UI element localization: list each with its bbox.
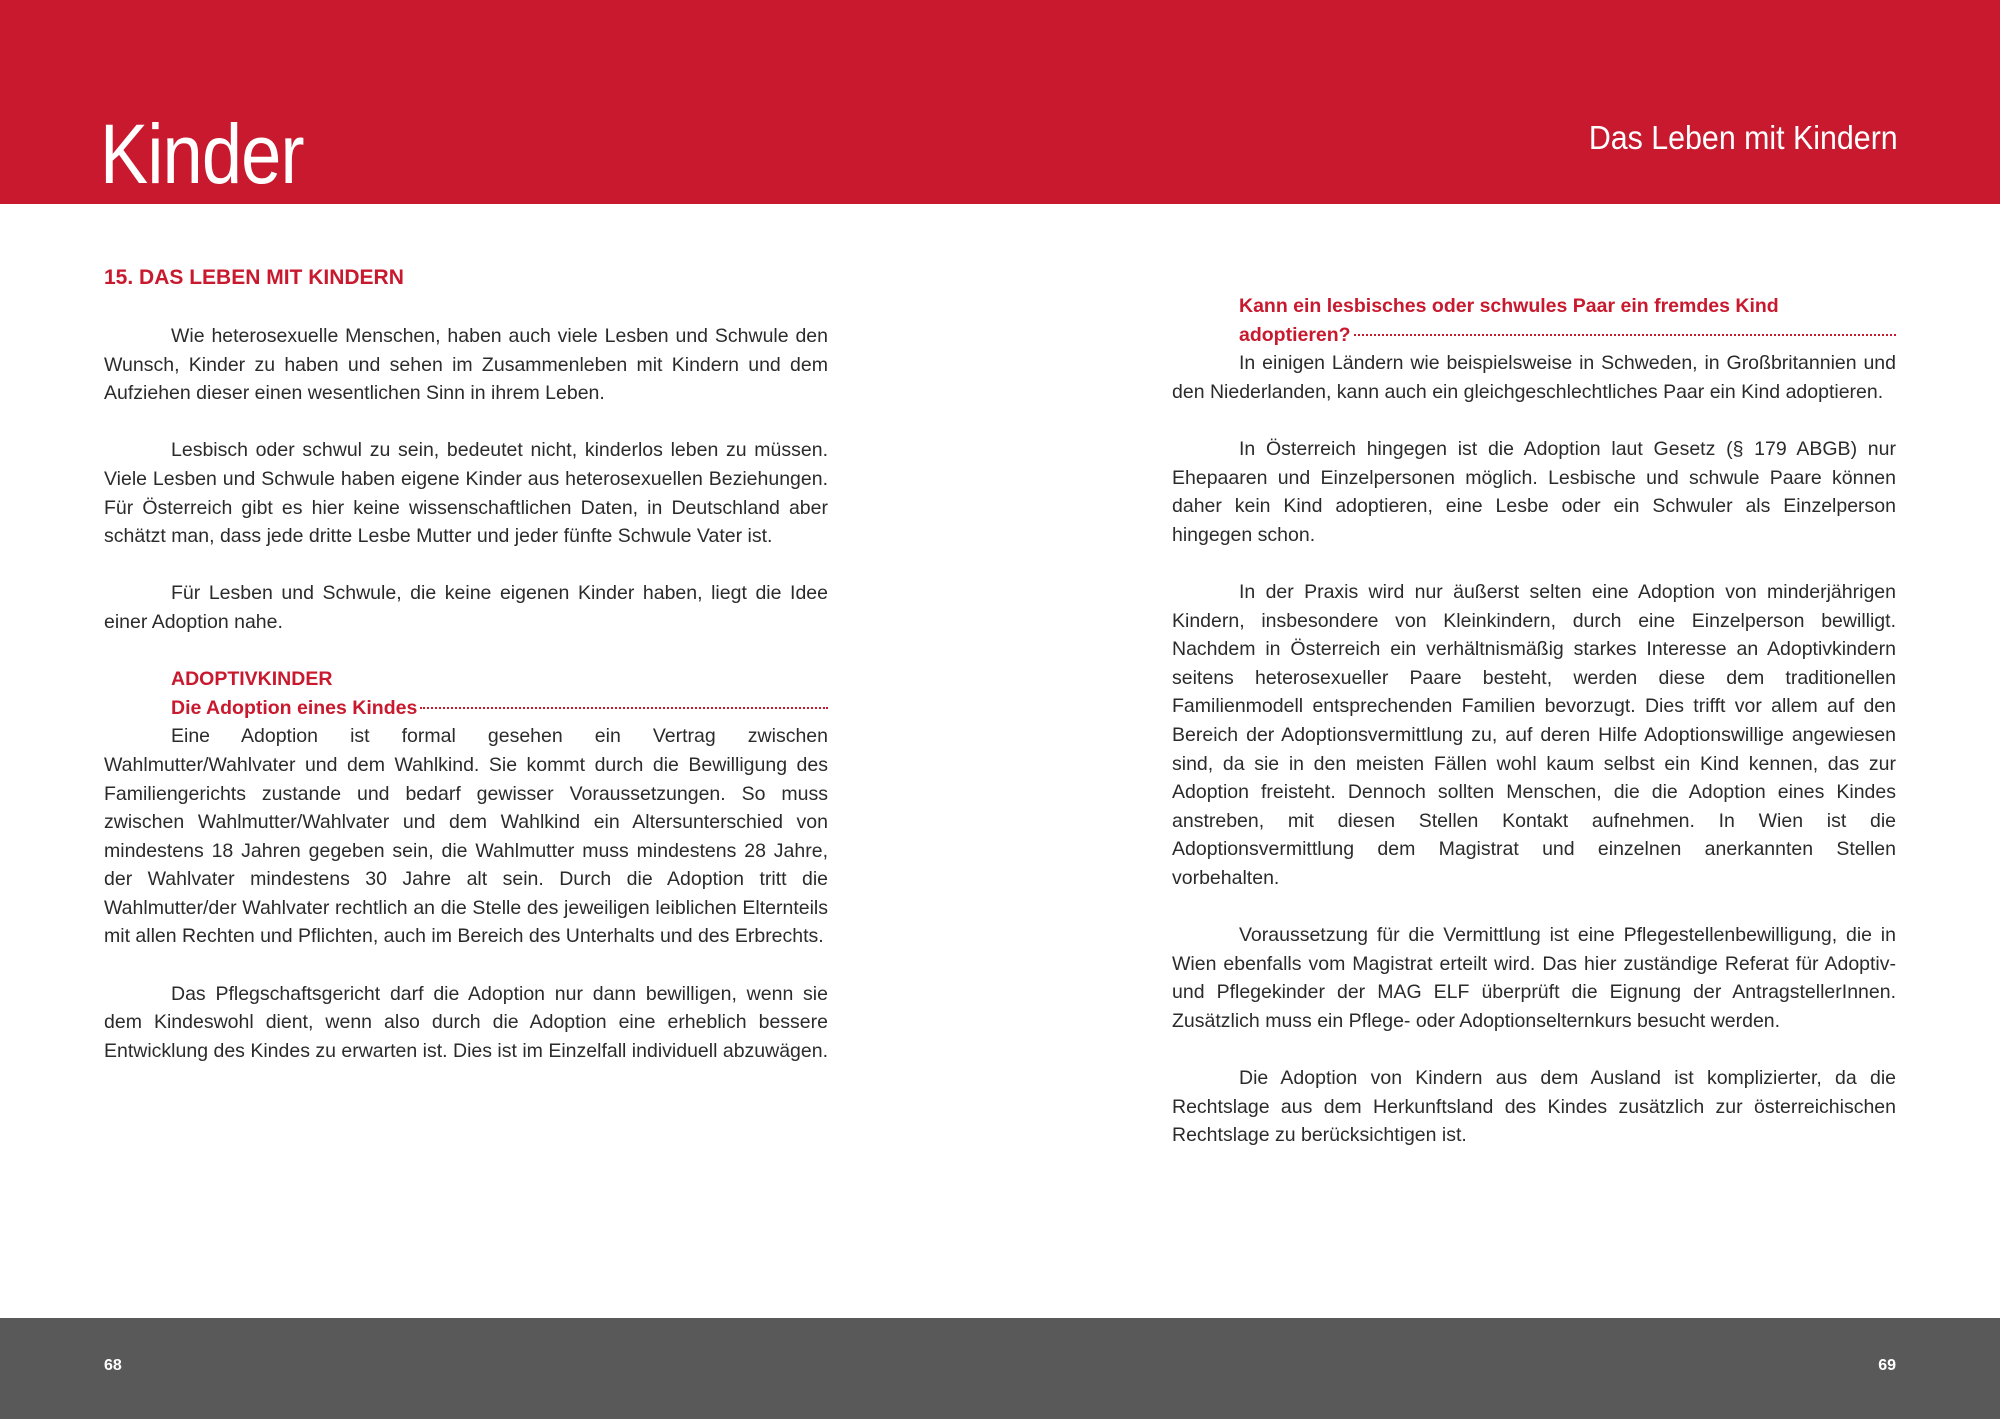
paragraph: Das Pflegschaftsgericht darf die Adoption nur dann bewilligen, wenn sie dem Kindeswohl dient, wenn also durch die Adoption eine erheblich bessere Entwicklung des Kindes zu erwarten ist. Dies ist im Einzelfall individuell abzuwägen. <box>104 982 829 1062</box>
subheading-adoptivkinder: ADOPTIVKINDER <box>171 668 333 691</box>
paragraph: Eine Adoption ist formal gesehen ein Vertrag zwischen Wahlmutter/Wahlvater und dem Wahlkind. Sie kommt durch die Bewilligung des Familiengerichts zustande und bedarf gewisser Voraussetzungen. So muss zwischen Wahlmutter/Wahlvater und dem Wahlkind ein Altersunterschied von mindestens 18 Jahren gegeben sein, die Wahlmutter muss mindestens 28 Jahre, der Wahlvater mindestens 30 Jahre alt sein. Durch die Adoption tritt die Wahlmutter/der Wahlvater rechtlich an die Stelle des jeweiligen leiblichen Elternteils mit allen Rechten und Pflichten, auch im Bereich des Unterhalts und des Erbrechts. <box>104 725 828 948</box>
paragraph: Wie heterosexuelle Menschen, haben auch viele Lesben und Schwule den Wunsch, Kinder zu haben und sehen im Zusammenleben mit Kindern und dem Aufziehen dieser einen wesentlichen Sinn in ihrem Leben. <box>104 325 828 405</box>
right-page-column <box>1172 292 1896 1178</box>
page-number-right: 69 <box>1878 1357 1896 1374</box>
chapter-title: Kinder <box>100 107 304 201</box>
paragraph: Voraussetzung für die Vermittlung ist eine Pflegestellenbewilligung, die in Wien ebenfalls vom Magistrat erteilt wird. Das hier zuständige Referat für Adoptiv- und Pflegekinder der MAG ELF überprüft die Eignung der AntragstellerInnen. Zusätzlich muss ein Pflege- oder Adoptionselternkurs besucht werden. <box>1172 924 1896 1032</box>
subtopic-label: Die Adoption eines Kindes <box>171 696 418 719</box>
left-page-column <box>104 264 828 1094</box>
dot-leader <box>1354 334 1896 336</box>
paragraph: Lesbisch oder schwul zu sein, bedeutet nicht, kinderlos leben zu müssen. Viele Lesben und Schwule haben eigene Kinder aus heterosexuellen Beziehungen. Für Österreich gibt es hier keine wissenschaftlichen Daten, in Deutschland aber schätzt man, dass jede dritte Lesbe Mutter und jeder fünfte Schwule Vater ist. <box>104 439 828 548</box>
question-heading-line1: Kann ein lesbisches oder schwules Paar ein fremdes Kind <box>1239 295 1779 317</box>
page-number-left: 68 <box>104 1357 122 1374</box>
page-heading: 15. DAS LEBEN MIT KINDERN <box>104 266 404 289</box>
paragraph: In einigen Ländern wie beispielsweise in Schweden, in Großbritannien und den Niederlanden, kann auch ein gleichgeschlechtliches Paar ein Kind adoptieren. <box>1172 352 1896 403</box>
question-heading-line2 <box>1172 321 1896 350</box>
dot-leader <box>420 707 828 709</box>
footer-bar <box>0 1318 2000 1419</box>
question-label: adoptieren? <box>1239 323 1351 346</box>
section-title: Das Leben mit Kindern <box>1589 119 1898 156</box>
chapter-header-bar <box>0 0 2000 204</box>
subtopic-adoption-eines-kindes <box>104 694 828 723</box>
paragraph: Für Lesben und Schwule, die keine eigenen Kinder haben, liegt die Idee einer Adoption nahe. <box>104 582 828 633</box>
paragraph: Die Adoption von Kindern aus dem Ausland ist komplizierter, da die Rechtslage aus dem Herkunftsland des Kindes zusätzlich zur österreichischen Rechtslage zu berücksichtigen ist. <box>1172 1067 1896 1147</box>
paragraph: In der Praxis wird nur äußerst selten eine Adoption von minderjährigen Kindern, insbesondere von Kleinkindern, durch eine Einzelperson bewilligt. Nachdem in Österreich ein verhältnismäßig starkes Interesse an Adoptivkindern seitens heterosexueller Paare besteht, werden diese dem traditionellen Familienmodell entsprechenden Familien bevorzugt. Dies trifft vor allem auf den Bereich der Adoptionsvermittlung zu, auf deren Hilfe Adoptionswillige angewiesen sind, da sie in den meisten Fällen wohl kaum selbst ein Kind kennen, das zur Adoption freisteht. Dennoch sollten Menschen, die die Adoption eines Kindes anstreben, mit diesen Stellen Kontakt aufnehmen. In Wien ist die Adoptionsvermittlung dem Magistrat und einzelnen anerkannten Stellen vorbehalten. <box>1172 580 1896 889</box>
paragraph: In Österreich hingegen ist die Adoption laut Gesetz (§ 179 ABGB) nur Ehepaaren und Einzelpersonen möglich. Lesbische und schwule Paare können daher kein Kind adoptieren, eine Lesbe oder ein Schwuler als Einzelperson hingegen schon. <box>1172 437 1896 546</box>
